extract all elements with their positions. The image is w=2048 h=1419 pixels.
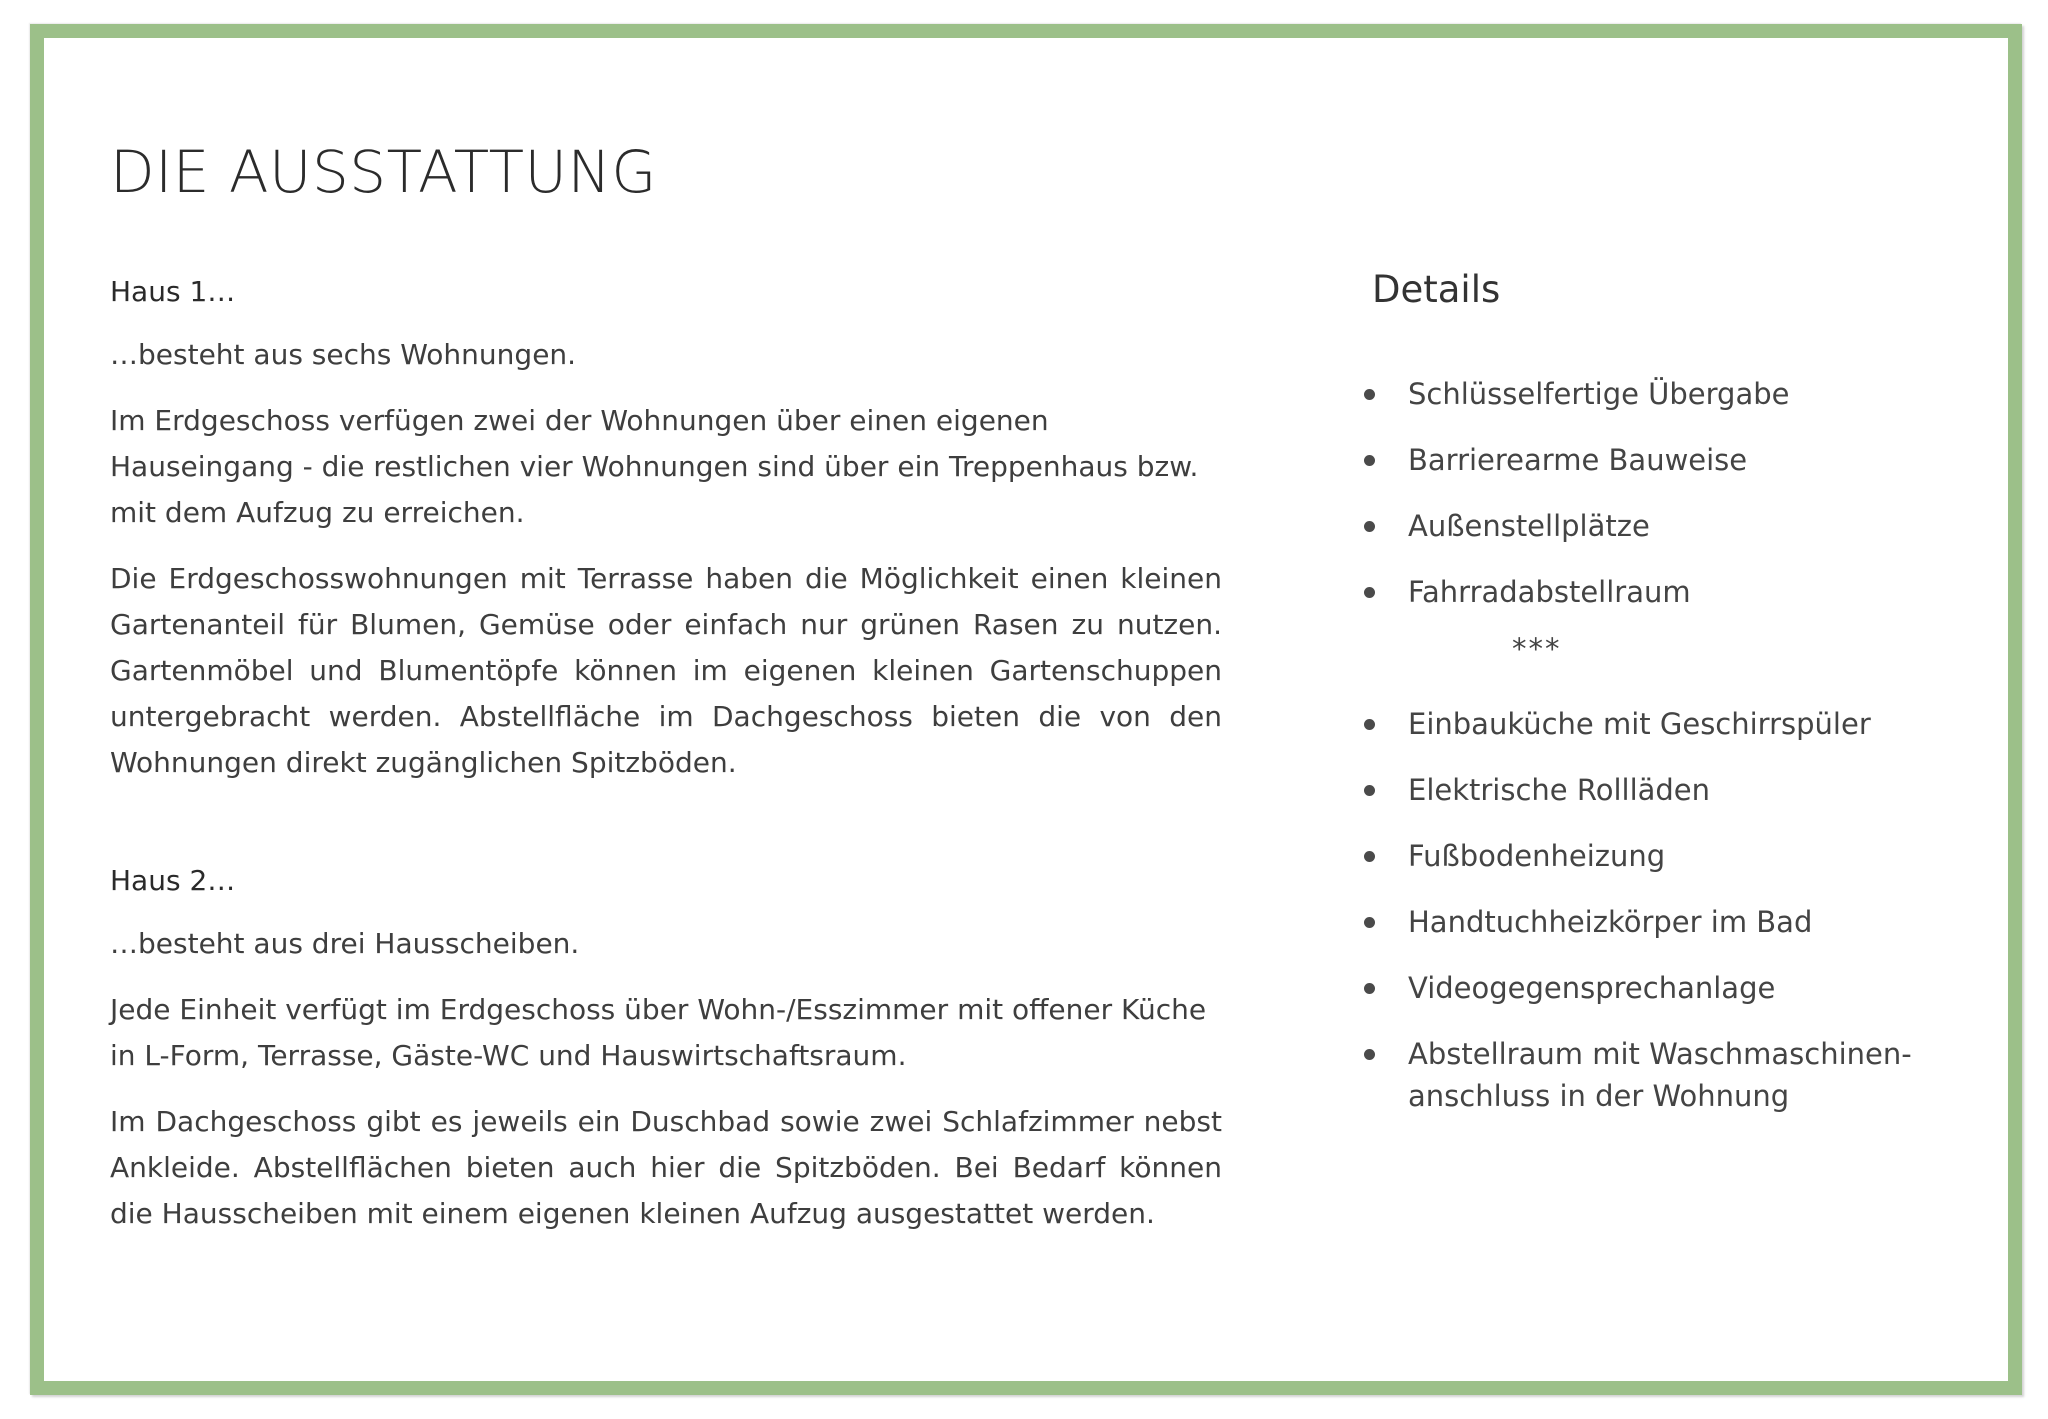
detail-item-label: Schlüsselfertige Übergabe	[1408, 377, 1790, 411]
haus-2-paragraph: …besteht aus drei Hausscheiben.	[110, 927, 580, 960]
detail-item-label: Elektrische Rollläden	[1408, 773, 1711, 807]
section-spacer	[110, 806, 1222, 864]
detail-item	[1372, 901, 1972, 943]
haus-1-paragraph: Die Erdgeschosswohnungen mit Terrasse haben die Möglichkeit einen kleinen Gartenanteil für Blumen, Gemüse oder einfach nur grünen Rasen zu nutzen. Gartenmöbel und Blumentöpfe können im eigenen kleinen Gartenschuppen untergebracht werden. Abstellfläche im Dachgeschoss bieten die von den Wohnungen direkt zugänglichen Spitzböden.	[110, 562, 1222, 779]
bullet-icon	[1364, 521, 1375, 532]
bullet-icon	[1364, 1049, 1375, 1060]
haus-1-paragraph: Im Erdgeschoss verfügen zwei der Wohnungen über einen eigenen Hauseingang - die restlichen vier Wohnungen sind über ein Treppenhaus bzw. mit dem Aufzug zu erreichen.	[110, 404, 1199, 529]
detail-item-label: Videogegensprechanlage	[1408, 971, 1776, 1005]
detail-item	[1372, 505, 1972, 547]
detail-item	[1372, 703, 1972, 745]
bullet-icon	[1364, 917, 1375, 928]
haus-2-heading: Haus 2…	[110, 864, 236, 897]
bullet-icon	[1364, 455, 1375, 466]
bullet-icon	[1364, 719, 1375, 730]
details-title: Details	[1372, 268, 1501, 311]
bullet-icon	[1364, 851, 1375, 862]
detail-item-label: Barrierearme Bauweise	[1408, 443, 1748, 477]
detail-item-label: Einbauküche mit Geschirrspüler	[1408, 707, 1871, 741]
detail-item	[1372, 835, 1972, 877]
details-list	[1372, 373, 1972, 613]
haus-1-paragraph: …besteht aus sechs Wohnungen.	[110, 338, 577, 371]
details-separator: ***	[1512, 632, 1562, 666]
detail-item-label: Abstellraum mit Waschmaschinen-anschluss in der Wohnung	[1408, 1037, 1912, 1113]
detail-item	[1372, 571, 1972, 613]
haus-2-paragraph: Jede Einheit verfügt im Erdgeschoss über Wohn-/Esszimmer mit offener Küche in L-Form, Terrasse, Gäste-WC und Hauswirtschaftsraum.	[110, 993, 1207, 1072]
bullet-icon	[1364, 785, 1375, 796]
haus-2-section	[110, 864, 1222, 1237]
detail-item	[1372, 1033, 1972, 1117]
description-column	[110, 275, 1222, 1257]
haus-1-section	[110, 275, 1222, 786]
details-panel	[1372, 268, 1972, 1141]
detail-item-label: Fahrradabstellraum	[1408, 575, 1691, 609]
detail-item-label: Fußbodenheizung	[1408, 839, 1666, 873]
bullet-icon	[1364, 389, 1375, 400]
haus-2-paragraph: Im Dachgeschoss gibt es jeweils ein Duschbad sowie zwei Schlafzimmer nebst Ankleide. Abstellflächen bieten auch hier die Spitzböden. Bei Bedarf können die Hausscheiben mit einem eigenen kleinen Aufzug ausgestattet werden.	[110, 1105, 1222, 1230]
detail-item-label: Außenstellplätze	[1408, 509, 1650, 543]
detail-item	[1372, 373, 1972, 415]
detail-item-label: Handtuchheizkörper im Bad	[1408, 905, 1813, 939]
page-title: DIE AUSSTATTUNG	[110, 138, 657, 206]
detail-item	[1372, 439, 1972, 481]
detail-item	[1372, 967, 1972, 1009]
bullet-icon	[1364, 587, 1375, 598]
details-list	[1372, 703, 1972, 1117]
detail-item	[1372, 769, 1972, 811]
haus-1-heading: Haus 1…	[110, 275, 236, 308]
bullet-icon	[1364, 983, 1375, 994]
